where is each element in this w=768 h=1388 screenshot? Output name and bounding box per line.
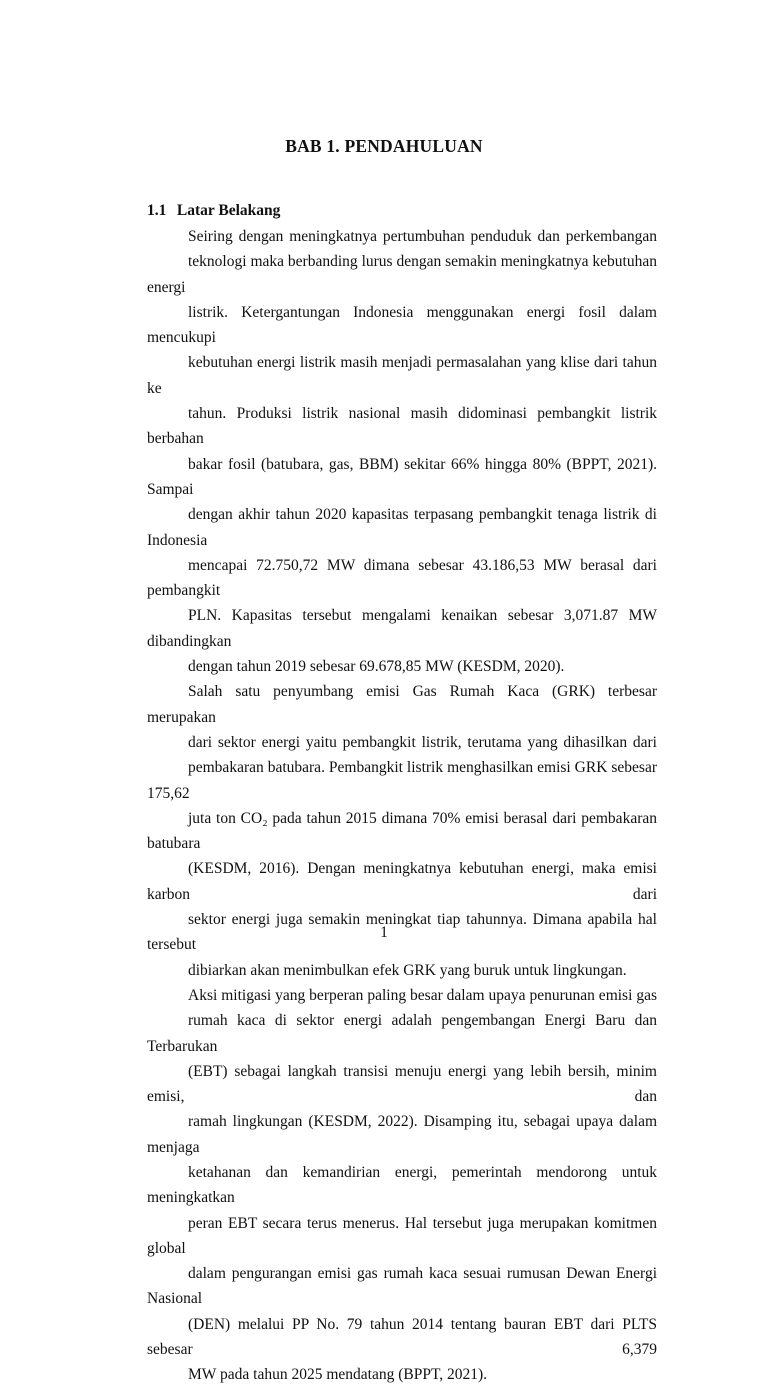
paragraph-line: dengan akhir tahun 2020 kapasitas terpasang pembangkit tenaga listrik di Indonesia [147, 506, 657, 549]
paragraph-line: Salah satu penyumbang emisi Gas Rumah Kaca (GRK) terbesar merupakan [147, 683, 657, 726]
section-number: 1.1 [147, 202, 167, 219]
paragraph [147, 224, 657, 679]
paragraph [147, 983, 657, 1388]
chapter-title: BAB 1. PENDAHULUAN [285, 136, 483, 156]
paragraph-line: peran EBT secara terus menerus. Hal tersebut juga merupakan komitmen global [147, 1214, 657, 1257]
section-title: Latar Belakang [176, 202, 281, 219]
paragraph-line: kebutuhan energi listrik masih menjadi permasalahan yang klise dari tahun ke [147, 354, 657, 397]
page-number: 1 [380, 924, 388, 941]
paragraph-line: Seiring dengan meningkatnya pertumbuhan penduduk dan perkembangan [188, 228, 657, 245]
paragraph-line: ketahanan dan kemandirian energi, pemerintah mendorong untuk meningkatkan [147, 1163, 657, 1207]
paragraph-line: teknologi maka berbanding lurus dengan semakin meningkatnya kebutuhan energi [147, 253, 657, 296]
paragraph-line: MW pada tahun 2025 mendatang (BPPT, 2021). [188, 1366, 488, 1384]
paragraph-line: PLN. Kapasitas tersebut mengalami kenaikan sebesar 3,071.87 MW dibandingkan [147, 607, 657, 650]
paragraph-line: sektor energi juga semakin meningkat tiap tahunnya. Dimana apabila hal tersebut [147, 911, 657, 954]
paragraph-line: listrik. Ketergantungan Indonesia menggunakan energi fosil dalam mencukupi [147, 303, 657, 347]
paragraph-line: tahun. Produksi listrik nasional masih didominasi pembangkit listrik berbahan [147, 405, 657, 448]
paragraph-line: (EBT) sebagai langkah transisi menuju energi yang lebih bersih, minim emisi, dan [147, 1062, 657, 1106]
paragraph-line: dengan tahun 2019 sebesar 69.678,85 MW (KESDM, 2020). [188, 658, 565, 676]
section-heading [147, 202, 280, 220]
paragraph-line: mencapai 72.750,72 MW dimana sebesar 43.186,53 MW berasal dari pembangkit [147, 556, 657, 600]
paragraph-line: rumah kaca di sektor energi adalah pengembangan Energi Baru dan Terbarukan [147, 1012, 657, 1055]
paragraph-line: dari sektor energi yaitu pembangkit listrik, terutama yang dihasilkan dari [188, 733, 657, 751]
paragraph-line: juta ton CO₂ pada tahun 2015 dimana 70% emisi berasal dari pembakaran batubara [147, 809, 657, 853]
paragraph-line: Aksi mitigasi yang berperan paling besar dalam upaya penurunan emisi gas [188, 986, 657, 1004]
paragraph-line: pembakaran batubara. Pembangkit listrik menghasilkan emisi GRK sebesar 175,62 [147, 759, 657, 802]
paragraph-line: ramah lingkungan (KESDM, 2022). Disamping itu, sebagai upaya dalam menjaga [147, 1113, 657, 1156]
paragraph-line: (KESDM, 2016). Dengan meningkatnya kebutuhan energi, maka emisi karbon dari [147, 860, 657, 903]
paragraph-line: bakar fosil (batubara, gas, BBM) sekitar 66% hingga 80% (BPPT, 2021). Sampai [147, 455, 657, 498]
body-text [147, 224, 657, 1388]
paragraph-line: dalam pengurangan emisi gas rumah kaca sesuai rumusan Dewan Energi Nasional [147, 1265, 657, 1308]
paragraph-line: (DEN) melalui PP No. 79 tahun 2014 tentang bauran EBT dari PLTS sebesar 6,379 [147, 1315, 657, 1359]
paragraph-line: dibiarkan akan menimbulkan efek GRK yang buruk untuk lingkungan. [188, 961, 627, 979]
